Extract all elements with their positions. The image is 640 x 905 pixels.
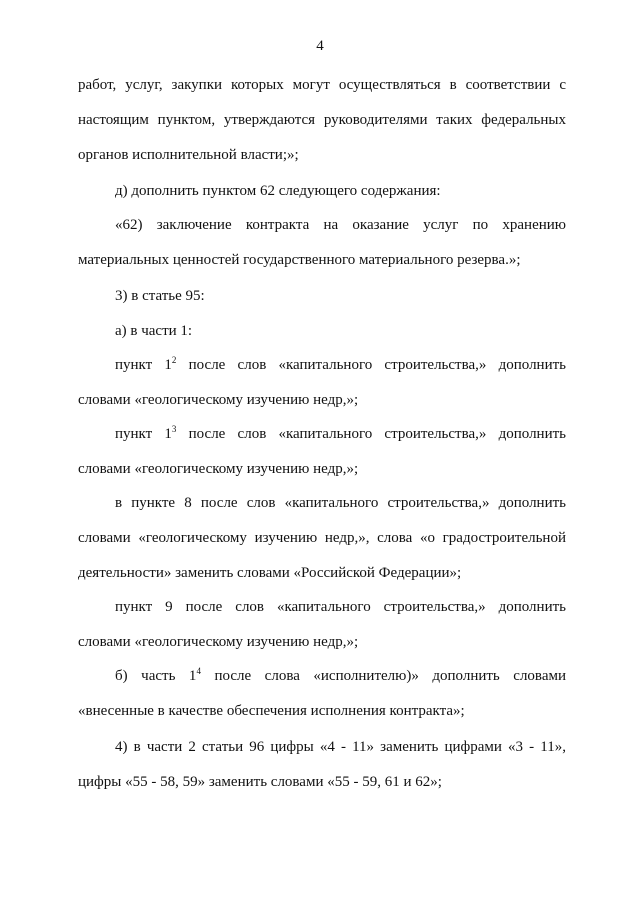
text-line: 4) в части 2 статьи 96 цифры «4 - 11» заменить цифрами «3 - 11», [115,739,566,755]
text-fragment: пункт 1 [115,357,172,373]
text-line: словами «геологическому изучению недр,»; [78,634,359,650]
text-line: цифры «55 - 58, 59» заменить словами «55 - 59, 61 и 62»; [78,774,442,790]
superscript: 2 [171,355,177,365]
text-line: словами «геологическому изучению недр,»; [78,461,359,477]
text-line [115,424,566,444]
text-fragment: после слов «капитального строительства,» дополнить [176,357,567,373]
text-line [115,666,566,686]
text-line [115,355,566,375]
superscript: 3 [171,424,177,434]
text-fragment: пункт 1 [115,426,172,442]
text-fragment: б) часть 1 [115,668,197,684]
text-line: 3) в статье 95: [115,288,205,304]
text-line: пункт 9 после слов «капитального строительства,» дополнить [115,599,566,615]
text-line: настоящим пунктом, утверждаются руководителями таких федеральных [78,112,566,128]
text-line: материальных ценностей государственного материального резерва.»; [78,252,521,268]
text-line: «62) заключение контракта на оказание услуг по хранению [115,217,566,233]
text-line: «внесенные в качестве обеспечения исполнения контракта»; [78,703,465,719]
page-number: 4 [316,38,324,54]
text-line: словами «геологическому изучению недр,»; [78,392,359,408]
superscript: 4 [196,666,201,676]
text-line: в пункте 8 после слов «капитального строительства,» дополнить [115,495,566,511]
text-line: а) в части 1: [115,323,193,339]
text-line: деятельности» заменить словами «Российской Федерации»; [78,565,462,581]
text-line: словами «геологическому изучению недр,», слова «о градостроительной [78,530,566,546]
text-fragment: после слов «капитального строительства,» дополнить [176,426,567,442]
text-line: работ, услуг, закупки которых могут осуществляться в соответствии с [78,77,566,93]
text-fragment: после слова «исполнителю)» дополнить словами [200,668,566,684]
text-line: органов исполнительной власти;»; [78,147,299,163]
text-line: д) дополнить пунктом 62 следующего содержания: [115,183,441,199]
